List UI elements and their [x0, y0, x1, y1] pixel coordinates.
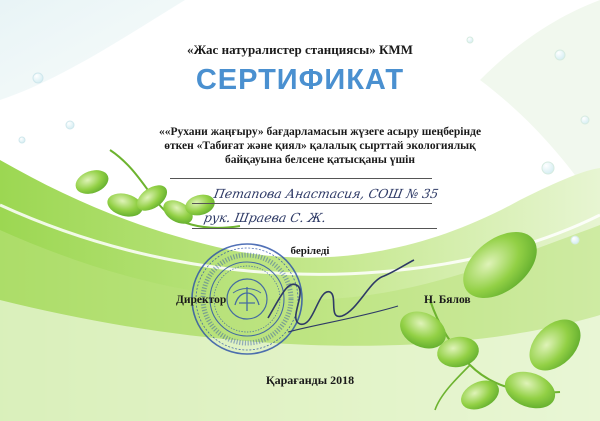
supervisor-rule [192, 228, 437, 229]
intro-line-1: ««Рухани жаңғыру» бағдарламасын жүзеге асыру шеңберінде [158, 126, 482, 138]
recipient-rule [192, 203, 432, 204]
director-label: Директор [176, 294, 227, 306]
recipient-name: Петапова Анастасия, СОШ № 35 [212, 186, 440, 201]
leaf [72, 166, 111, 198]
top-rule [170, 178, 432, 179]
water-drop [19, 137, 25, 143]
certificate-title: СЕРТИФИКАТ [195, 64, 405, 96]
intro-line-2: өткен «Табиғат және қиял» қалалық сырттай экологиялық [164, 140, 476, 152]
supervisor-name: рук. Шраева С. Ж. [202, 210, 328, 225]
water-drop [581, 116, 589, 124]
given-label: беріледі [290, 245, 330, 257]
water-drop [555, 50, 565, 60]
water-drop [571, 236, 579, 244]
intro-line-3: байқауына белсене қатысқаны үшін [225, 154, 415, 166]
water-drop [33, 73, 43, 83]
water-drop [542, 162, 554, 174]
water-drop [66, 121, 74, 129]
director-name: Н. Бялов [424, 294, 471, 306]
director-signature [258, 258, 418, 348]
organization-name: «Жас натуралистер станциясы» КММ [187, 42, 413, 57]
footer-city-year: Қарағанды 2018 [265, 373, 355, 387]
